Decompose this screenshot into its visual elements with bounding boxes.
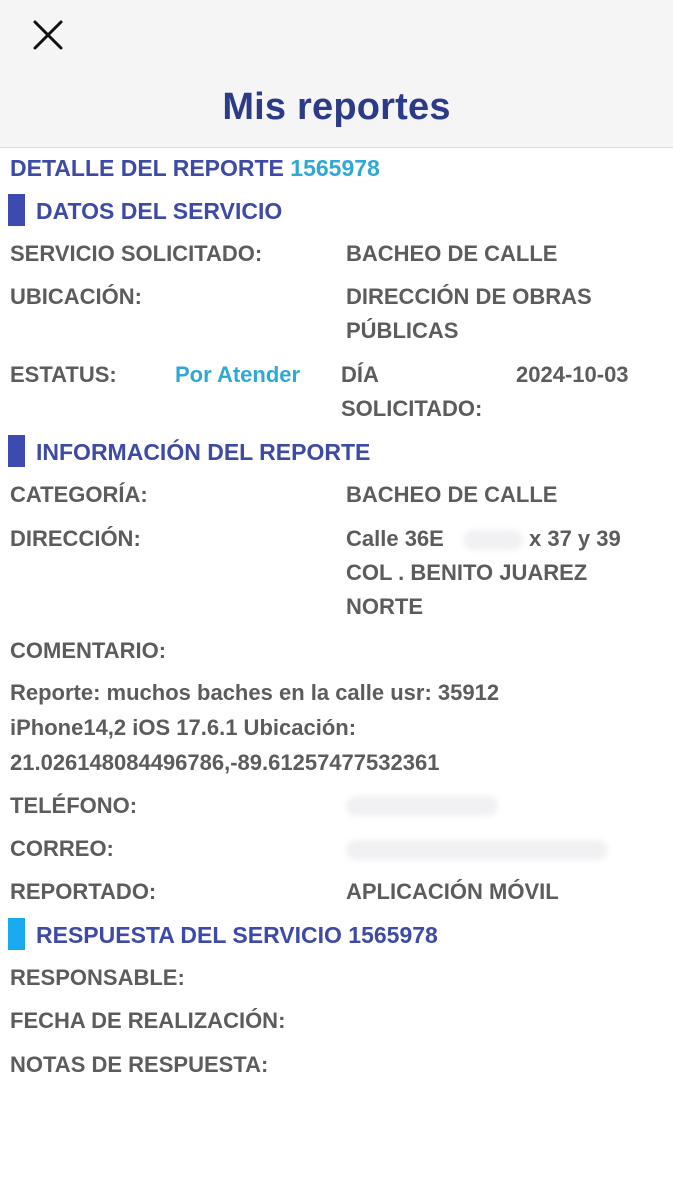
comentario-label: COMENTARIO: bbox=[10, 638, 167, 663]
redacted-phone bbox=[346, 796, 498, 816]
comentario-line2: iPhone14,2 iOS 17.6.1 Ubicación: bbox=[10, 715, 357, 740]
direccion-line3: NORTE bbox=[346, 594, 423, 619]
ubicacion-label: UBICACIÓN: bbox=[10, 284, 142, 309]
fecha-realizacion-label: FECHA DE REALIZACIÓN: bbox=[10, 1008, 286, 1033]
ubicacion-value-line2: PÚBLICAS bbox=[346, 318, 459, 343]
page-title: Mis reportes bbox=[222, 86, 451, 128]
status-badge: Por Atender bbox=[175, 362, 301, 387]
reportado-value: APLICACIÓN MÓVIL bbox=[346, 879, 559, 904]
dia-label-line2: SOLICITADO: bbox=[341, 396, 483, 421]
servicio-label: SERVICIO SOLICITADO: bbox=[10, 241, 263, 266]
section-title-respuesta: RESPUESTA DEL SERVICIO 1565978 bbox=[36, 922, 438, 948]
telefono-label: TELÉFONO: bbox=[10, 793, 138, 818]
direccion-colonia: COL . BENITO JUAREZ bbox=[346, 560, 588, 585]
reportado-label: REPORTADO: bbox=[10, 879, 157, 904]
comentario-line3: 21.026148084496786,-89.61257477532361 bbox=[10, 750, 440, 775]
report-detail-label: DETALLE DEL REPORTE bbox=[10, 155, 284, 181]
servicio-value: BACHEO DE CALLE bbox=[346, 241, 558, 266]
close-icon bbox=[22, 12, 74, 58]
dia-label-line1: DÍA bbox=[341, 362, 379, 387]
responsable-label: RESPONSABLE: bbox=[10, 965, 185, 990]
redacted-house-number bbox=[463, 530, 523, 550]
report-detail-heading bbox=[10, 151, 380, 185]
section-title-informacion: INFORMACIÓN DEL REPORTE bbox=[36, 439, 371, 465]
estatus-label: ESTATUS: bbox=[10, 362, 117, 387]
dia-value: 2024-10-03 bbox=[516, 362, 629, 387]
comentario-line1: Reporte: muchos baches en la calle usr: 35912 bbox=[10, 680, 500, 705]
section-marker bbox=[8, 918, 25, 950]
notas-respuesta-label: NOTAS DE RESPUESTA: bbox=[10, 1052, 269, 1077]
close-button[interactable] bbox=[22, 12, 74, 58]
section-title-datos: DATOS DEL SERVICIO bbox=[36, 198, 283, 224]
categoria-label: CATEGORÍA: bbox=[10, 482, 148, 507]
top-bar bbox=[0, 0, 673, 148]
section-marker bbox=[8, 194, 25, 226]
direccion-street: Calle 36E bbox=[346, 526, 444, 551]
direccion-label: DIRECCIÓN: bbox=[10, 526, 141, 551]
ubicacion-value-line1: DIRECCIÓN DE OBRAS bbox=[346, 284, 592, 309]
redacted-email bbox=[346, 840, 608, 860]
correo-label: CORREO: bbox=[10, 836, 114, 861]
report-number: 1565978 bbox=[290, 155, 380, 181]
categoria-value: BACHEO DE CALLE bbox=[346, 482, 558, 507]
direccion-cross-streets: x 37 y 39 bbox=[529, 526, 621, 551]
section-marker bbox=[8, 435, 25, 467]
